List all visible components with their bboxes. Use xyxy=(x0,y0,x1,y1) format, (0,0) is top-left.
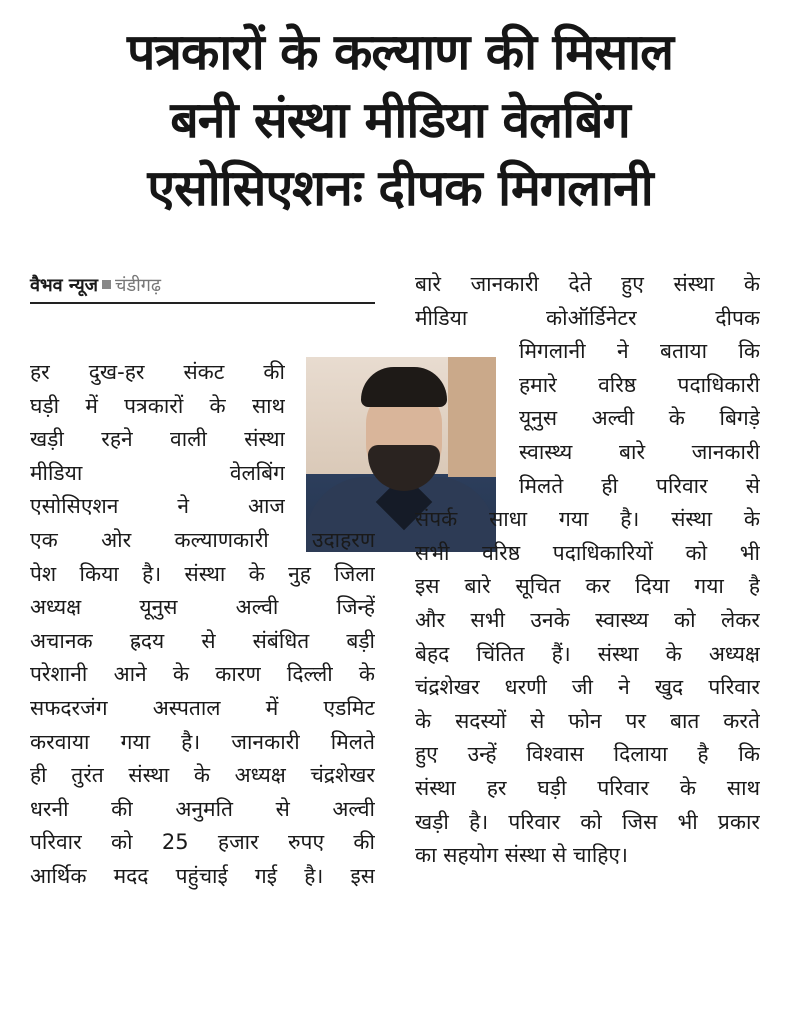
byline-city: चंडीगढ़ xyxy=(115,275,162,296)
article-line: चंद्रशेखर धरणी जी ने खुद परिवार xyxy=(415,675,760,700)
article-line: हुए उन्हें विश्वास दिलाया है कि xyxy=(415,742,760,767)
headline-line-2: बनी संस्था मीडिया वेलबिंग xyxy=(170,91,630,149)
article-line: ही तुरंत संस्था के अध्यक्ष चंद्रशेखर xyxy=(30,763,375,788)
article-line: अध्यक्ष यूनुस अल्वी जिन्हें xyxy=(30,595,375,620)
article-line: मीडिया कोऑर्डिनेटर दीपक xyxy=(415,305,760,330)
article-line: मीडिया वेलबिंग xyxy=(30,460,285,485)
article-line: खड़ी रहने वाली संस्था xyxy=(30,427,285,452)
article-line: खड़ी है। परिवार को जिस भी प्रकार xyxy=(415,809,760,834)
byline-separator-icon xyxy=(102,280,111,289)
article-line: हर दुख-हर संकट की xyxy=(30,360,285,384)
article-line: और सभी उनके स्वास्थ्य को लेकर xyxy=(415,607,760,632)
article-line: संस्था हर घड़ी परिवार के साथ xyxy=(415,775,760,800)
article-line: करवाया गया है। जानकारी मिलते xyxy=(30,729,375,754)
article-line: पेश किया है। संस्था के नुह जिला xyxy=(30,561,375,586)
article-line: सभी वरिष्ठ पदाधिकारियों को भी xyxy=(415,540,760,565)
article-line: इस बारे सूचित कर दिया गया है xyxy=(415,574,760,599)
article-line: एक ओर कल्याणकारी उदाहरण xyxy=(30,527,375,552)
article-line: यूनुस अल्वी के बिगड़े xyxy=(519,406,760,431)
article-line: मिलते ही परिवार से xyxy=(519,473,760,498)
article-line: का सहयोग संस्था से चाहिए। xyxy=(415,843,628,868)
article-line: बारे जानकारी देते हुए संस्था के xyxy=(415,272,760,296)
headline-line-3: एसोसिएशनः दीपक मिगलानी xyxy=(147,159,653,217)
article-line: बेहद चिंतित हैं। संस्था के अध्यक्ष xyxy=(415,641,760,666)
article-line: एसोसिएशन ने आज xyxy=(30,494,285,519)
article-line: हमारे वरिष्ठ पदाधिकारी xyxy=(519,372,760,397)
article-line: धरनी की अनुमति से अल्वी xyxy=(30,796,375,821)
article-line: स्वास्थ्य बारे जानकारी xyxy=(519,439,760,464)
article-line: सफदरजंग अस्पताल में एडमिट xyxy=(30,695,375,720)
article-line: घड़ी में पत्रकारों के साथ xyxy=(30,393,285,418)
article-line: परेशानी आने के कारण दिल्ली के xyxy=(30,662,375,687)
article-line: अचानक ह्रदय से संबंधित बड़ी xyxy=(30,628,375,653)
article-line: के सदस्यों से फोन पर बात करते xyxy=(415,708,760,733)
headline xyxy=(20,18,780,222)
byline xyxy=(30,272,375,304)
article-line: मिगलानी ने बताया कि xyxy=(519,339,760,364)
article-left-column xyxy=(30,356,375,894)
article-right-column xyxy=(415,268,760,873)
headline-line-1: पत्रकारों के कल्याण की मिसाल xyxy=(127,23,673,81)
article-line: संपर्क साधा गया है। संस्था के xyxy=(415,507,760,532)
article-line: आर्थिक मदद पहुंचाई गई है। इस xyxy=(30,863,375,888)
byline-agency: वैभव न्यूज xyxy=(30,275,99,296)
article-line: परिवार को 25 हजार रुपए की xyxy=(30,830,375,855)
